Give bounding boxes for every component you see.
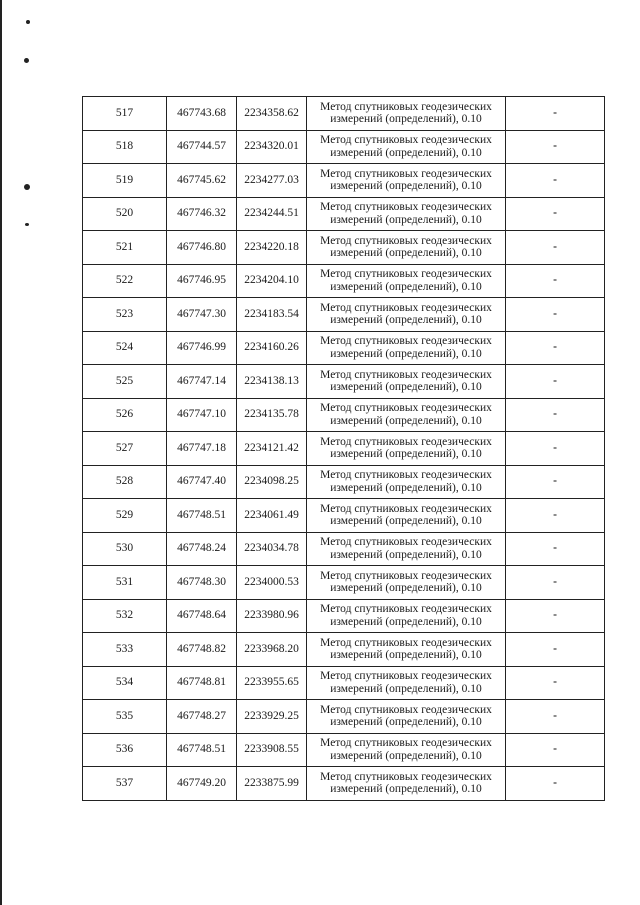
accuracy-value: -	[506, 532, 605, 566]
coordinate-y: 2234121.42	[237, 432, 307, 466]
coordinate-x: 467747.14	[167, 365, 237, 399]
coordinate-x: 467746.95	[167, 264, 237, 298]
point-number: 526	[83, 398, 167, 432]
table-row	[83, 365, 605, 399]
point-number: 524	[83, 331, 167, 365]
coordinate-y: 2234204.10	[237, 264, 307, 298]
table-row	[83, 767, 605, 801]
method-description	[307, 767, 506, 801]
method-line-2: измерений (определений), 0.10	[330, 649, 482, 662]
method-line-2: измерений (определений), 0.10	[330, 146, 482, 159]
method-line-1: Метод спутниковых геодезических	[320, 167, 492, 180]
table-row	[83, 532, 605, 566]
scan-edge-line	[0, 0, 2, 905]
method-description	[307, 331, 506, 365]
method-line-1: Метод спутниковых геодезических	[320, 670, 492, 683]
method-description	[307, 197, 506, 231]
coordinate-y: 2234244.51	[237, 197, 307, 231]
method-line-2: измерений (определений), 0.10	[330, 582, 482, 595]
method-line-1: Метод спутниковых геодезических	[320, 703, 492, 716]
method-line-1: Метод спутниковых геодезических	[320, 737, 492, 750]
table-row	[83, 164, 605, 198]
table-row	[83, 231, 605, 265]
method-line-2: измерений (определений), 0.10	[330, 481, 482, 494]
scan-speck	[24, 58, 29, 63]
coordinate-x: 467748.27	[167, 700, 237, 734]
table-row	[83, 499, 605, 533]
point-number: 528	[83, 465, 167, 499]
coordinate-y: 2234160.26	[237, 331, 307, 365]
method-line-1: Метод спутниковых геодезических	[320, 469, 492, 482]
point-number: 531	[83, 566, 167, 600]
accuracy-value: -	[506, 164, 605, 198]
method-line-1: Метод спутниковых геодезических	[320, 502, 492, 515]
method-description	[307, 666, 506, 700]
accuracy-value: -	[506, 298, 605, 332]
method-line-2: измерений (определений), 0.10	[330, 280, 482, 293]
coordinate-y: 2233908.55	[237, 733, 307, 767]
coordinate-y: 2233980.96	[237, 599, 307, 633]
method-description	[307, 733, 506, 767]
scan-speck	[25, 223, 29, 226]
method-description	[307, 499, 506, 533]
method-description	[307, 633, 506, 667]
method-description	[307, 465, 506, 499]
point-number: 535	[83, 700, 167, 734]
coordinate-x: 467743.68	[167, 97, 237, 131]
coordinate-x: 467748.82	[167, 633, 237, 667]
table-row	[83, 331, 605, 365]
point-number: 523	[83, 298, 167, 332]
coordinates-table-body	[83, 97, 605, 801]
point-number: 520	[83, 197, 167, 231]
table-row	[83, 130, 605, 164]
point-number: 536	[83, 733, 167, 767]
point-number: 532	[83, 599, 167, 633]
method-description	[307, 365, 506, 399]
coordinate-x: 467748.81	[167, 666, 237, 700]
method-description	[307, 432, 506, 466]
coordinate-x: 467747.40	[167, 465, 237, 499]
table-row	[83, 264, 605, 298]
method-line-2: измерений (определений), 0.10	[330, 682, 482, 695]
method-description	[307, 532, 506, 566]
method-line-2: измерений (определений), 0.10	[330, 548, 482, 561]
table-row	[83, 97, 605, 131]
point-number: 518	[83, 130, 167, 164]
method-line-1: Метод спутниковых геодезических	[320, 402, 492, 415]
accuracy-value: -	[506, 331, 605, 365]
point-number: 517	[83, 97, 167, 131]
coordinate-y: 2233875.99	[237, 767, 307, 801]
method-description	[307, 231, 506, 265]
coordinate-x: 467748.51	[167, 499, 237, 533]
method-description	[307, 398, 506, 432]
table-row	[83, 398, 605, 432]
method-description	[307, 130, 506, 164]
accuracy-value: -	[506, 231, 605, 265]
table-row	[83, 599, 605, 633]
method-line-1: Метод спутниковых геодезических	[320, 603, 492, 616]
table-row	[83, 432, 605, 466]
point-number: 529	[83, 499, 167, 533]
method-line-1: Метод спутниковых геодезических	[320, 268, 492, 281]
method-line-2: измерений (определений), 0.10	[330, 247, 482, 260]
coordinate-x: 467746.32	[167, 197, 237, 231]
method-description	[307, 298, 506, 332]
method-line-1: Метод спутниковых геодезических	[320, 134, 492, 147]
method-line-2: измерений (определений), 0.10	[330, 716, 482, 729]
method-line-2: измерений (определений), 0.10	[330, 180, 482, 193]
method-description	[307, 566, 506, 600]
coordinate-x: 467748.24	[167, 532, 237, 566]
accuracy-value: -	[506, 767, 605, 801]
method-line-1: Метод спутниковых геодезических	[320, 301, 492, 314]
table-row	[83, 566, 605, 600]
table-row	[83, 733, 605, 767]
accuracy-value: -	[506, 566, 605, 600]
coordinate-x: 467748.51	[167, 733, 237, 767]
method-line-1: Метод спутниковых геодезических	[320, 536, 492, 549]
table-row	[83, 197, 605, 231]
method-line-1: Метод спутниковых геодезических	[320, 368, 492, 381]
method-line-2: измерений (определений), 0.10	[330, 414, 482, 427]
method-line-2: измерений (определений), 0.10	[330, 347, 482, 360]
coordinate-x: 467748.30	[167, 566, 237, 600]
coordinate-x: 467748.64	[167, 599, 237, 633]
coordinate-y: 2234135.78	[237, 398, 307, 432]
coordinate-x: 467747.10	[167, 398, 237, 432]
coordinate-y: 2234183.54	[237, 298, 307, 332]
accuracy-value: -	[506, 599, 605, 633]
table-row	[83, 666, 605, 700]
method-line-1: Метод спутниковых геодезических	[320, 569, 492, 582]
coordinate-y: 2234061.49	[237, 499, 307, 533]
accuracy-value: -	[506, 465, 605, 499]
accuracy-value: -	[506, 264, 605, 298]
point-number: 527	[83, 432, 167, 466]
accuracy-value: -	[506, 130, 605, 164]
coordinate-y: 2234034.78	[237, 532, 307, 566]
method-line-2: измерений (определений), 0.10	[330, 615, 482, 628]
accuracy-value: -	[506, 432, 605, 466]
method-line-2: измерений (определений), 0.10	[330, 213, 482, 226]
accuracy-value: -	[506, 733, 605, 767]
scan-speck	[26, 20, 30, 24]
method-line-1: Метод спутниковых геодезических	[320, 335, 492, 348]
method-description	[307, 164, 506, 198]
method-line-2: измерений (определений), 0.10	[330, 113, 482, 126]
coordinate-x: 467746.99	[167, 331, 237, 365]
point-number: 521	[83, 231, 167, 265]
point-number: 522	[83, 264, 167, 298]
scan-speck	[24, 184, 30, 190]
method-line-1: Метод спутниковых геодезических	[320, 100, 492, 113]
coordinates-table	[82, 96, 605, 801]
coordinate-x: 467744.57	[167, 130, 237, 164]
accuracy-value: -	[506, 197, 605, 231]
method-line-2: измерений (определений), 0.10	[330, 381, 482, 394]
method-description	[307, 700, 506, 734]
coordinate-y: 2233929.25	[237, 700, 307, 734]
coordinate-y: 2234320.01	[237, 130, 307, 164]
accuracy-value: -	[506, 97, 605, 131]
method-description	[307, 264, 506, 298]
method-line-1: Метод спутниковых геодезических	[320, 636, 492, 649]
table-row	[83, 298, 605, 332]
coordinate-y: 2234277.03	[237, 164, 307, 198]
coordinate-y: 2234358.62	[237, 97, 307, 131]
coordinate-y: 2234138.13	[237, 365, 307, 399]
method-description	[307, 97, 506, 131]
method-line-1: Метод спутниковых геодезических	[320, 201, 492, 214]
point-number: 533	[83, 633, 167, 667]
point-number: 519	[83, 164, 167, 198]
accuracy-value: -	[506, 398, 605, 432]
coordinate-y: 2234220.18	[237, 231, 307, 265]
point-number: 530	[83, 532, 167, 566]
coordinate-y: 2234000.53	[237, 566, 307, 600]
coordinate-y: 2233955.65	[237, 666, 307, 700]
coordinate-y: 2234098.25	[237, 465, 307, 499]
accuracy-value: -	[506, 499, 605, 533]
coordinate-x: 467749.20	[167, 767, 237, 801]
method-line-2: измерений (определений), 0.10	[330, 448, 482, 461]
point-number: 537	[83, 767, 167, 801]
table-row	[83, 465, 605, 499]
table-row	[83, 633, 605, 667]
coordinate-x: 467747.30	[167, 298, 237, 332]
coordinate-y: 2233968.20	[237, 633, 307, 667]
method-line-2: измерений (определений), 0.10	[330, 783, 482, 796]
accuracy-value: -	[506, 666, 605, 700]
coordinate-x: 467747.18	[167, 432, 237, 466]
method-line-2: измерений (определений), 0.10	[330, 314, 482, 327]
coordinate-x: 467746.80	[167, 231, 237, 265]
method-line-1: Метод спутниковых геодезических	[320, 770, 492, 783]
coordinate-x: 467745.62	[167, 164, 237, 198]
point-number: 525	[83, 365, 167, 399]
method-line-2: измерений (определений), 0.10	[330, 749, 482, 762]
accuracy-value: -	[506, 633, 605, 667]
table-row	[83, 700, 605, 734]
accuracy-value: -	[506, 700, 605, 734]
point-number: 534	[83, 666, 167, 700]
method-line-2: измерений (определений), 0.10	[330, 515, 482, 528]
method-line-1: Метод спутниковых геодезических	[320, 435, 492, 448]
method-line-1: Метод спутниковых геодезических	[320, 234, 492, 247]
accuracy-value: -	[506, 365, 605, 399]
method-description	[307, 599, 506, 633]
